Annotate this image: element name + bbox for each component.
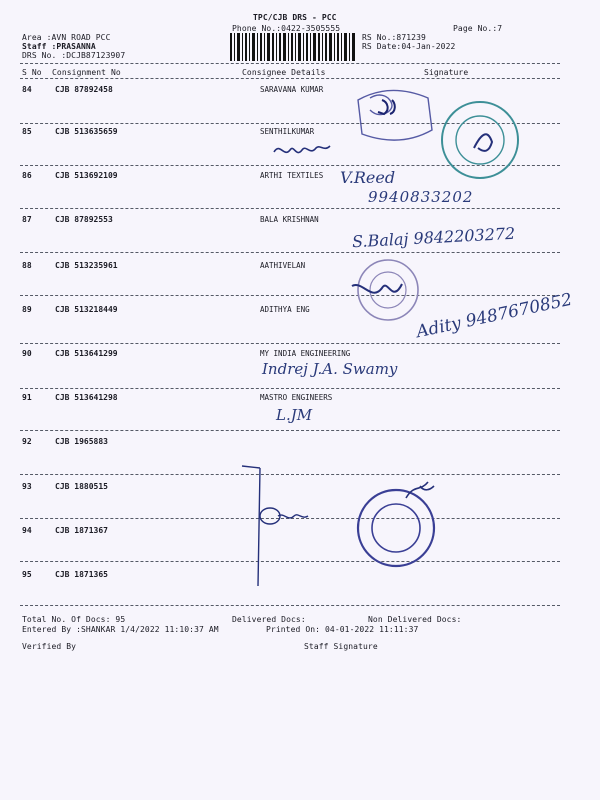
rs-number: RS No.:871239 (362, 33, 426, 42)
handwritten-row90: Indrej J.A. Swamy (262, 360, 398, 378)
document-title: TPC/CJB DRS - PCC (253, 13, 337, 22)
row-consignment: CJB 513641298 (55, 393, 118, 402)
row-sno: 87 (22, 215, 32, 224)
row-consignment: CJB 513635659 (55, 127, 118, 136)
row-consignee: MASTRO ENGINEERS (260, 393, 333, 402)
row-consignment: CJB 1871367 (55, 526, 108, 535)
row-sno: 92 (22, 437, 32, 446)
row-consignee: BALA KRISHNAN (260, 215, 319, 224)
column-consignment: Consignment No (52, 68, 121, 77)
row-divider (20, 388, 560, 389)
printed-on: Printed On: 04-01-2022 11:11:37 (266, 625, 419, 634)
handwritten-row91: L.JM (276, 406, 313, 424)
row-sno: 93 (22, 482, 32, 491)
row-sno: 95 (22, 570, 32, 579)
round-seal-row88 (340, 256, 430, 322)
signature-row93 (258, 504, 318, 528)
staff-signature: Staff Signature (304, 642, 378, 651)
row-sno: 91 (22, 393, 32, 402)
column-consignee: Consignee Details (242, 68, 326, 77)
row-consignment: CJB 87892553 (55, 215, 113, 224)
round-seal-row93 (354, 476, 444, 572)
round-seal-row85 (438, 98, 522, 182)
row-consignee: SENTHILKUMAR (260, 127, 315, 136)
row-divider (20, 295, 560, 296)
signature-row85 (270, 138, 340, 162)
row-divider (20, 343, 560, 344)
handwritten-phone-row86: 9940833202 (368, 188, 474, 206)
row-sno: 89 (22, 305, 32, 314)
table-bottom-divider (20, 605, 560, 606)
column-signature: Signature (424, 68, 469, 77)
row-consignment: CJB 513218449 (55, 305, 118, 314)
row-sno: 85 (22, 127, 32, 136)
handwritten-row87: S.Balaj 9842203272 (351, 223, 516, 252)
row-sno: 90 (22, 349, 32, 358)
row-sno: 88 (22, 261, 32, 270)
verified-by: Verified By (22, 642, 77, 651)
drs-number: DRS No. :DCJB87123907 (22, 51, 126, 60)
row-consignment: CJB 1871365 (55, 570, 108, 579)
row-consignment: CJB 513235961 (55, 261, 118, 270)
non-delivered-docs: Non Delivered Docs: (368, 615, 462, 624)
rs-date: RS Date:04-Jan-2022 (362, 42, 456, 51)
page-number: Page No.:7 (453, 24, 503, 33)
area-label: Area :AVN ROAD PCC (22, 33, 111, 42)
row-consignment: CJB 1965883 (55, 437, 108, 446)
row-divider (20, 252, 560, 253)
handwritten-name-row86: V.Reed (340, 168, 396, 187)
staff-label: Staff :PRASANNA (22, 42, 96, 51)
header-divider (20, 63, 560, 64)
row-consignment: CJB 87892458 (55, 85, 113, 94)
row-consignment: CJB 513692109 (55, 171, 118, 180)
column-sno: S No (22, 68, 42, 77)
entered-by: Entered By :SHANKAR 1/4/2022 11:10:37 AM (22, 625, 219, 634)
row-divider (20, 208, 560, 209)
delivered-docs: Delivered Docs: (232, 615, 306, 624)
row-consignee: MY INDIA ENGINEERING (260, 349, 351, 358)
row-consignee: SARAVANA KUMAR (260, 85, 324, 94)
barcode (230, 33, 356, 61)
row-consignment: CJB 1880515 (55, 482, 108, 491)
row-sno: 94 (22, 526, 32, 535)
phone-number: Phone No.:0422-3505555 (232, 24, 341, 33)
handwritten-row89: Adity 9487670852 (414, 289, 574, 343)
row-sno: 86 (22, 171, 32, 180)
row-consignee: ARTHI TEXTILES (260, 171, 324, 180)
total-docs: Total No. Of Docs: 95 (22, 615, 126, 624)
row-consignee: AATHIVELAN (260, 261, 306, 270)
row-consignment: CJB 513641299 (55, 349, 118, 358)
row-divider (20, 430, 560, 431)
row-consignee: ADITHYA ENG (260, 305, 310, 314)
column-header-divider (20, 78, 560, 79)
company-stamp-row84 (340, 80, 440, 150)
row-sno: 84 (22, 85, 32, 94)
